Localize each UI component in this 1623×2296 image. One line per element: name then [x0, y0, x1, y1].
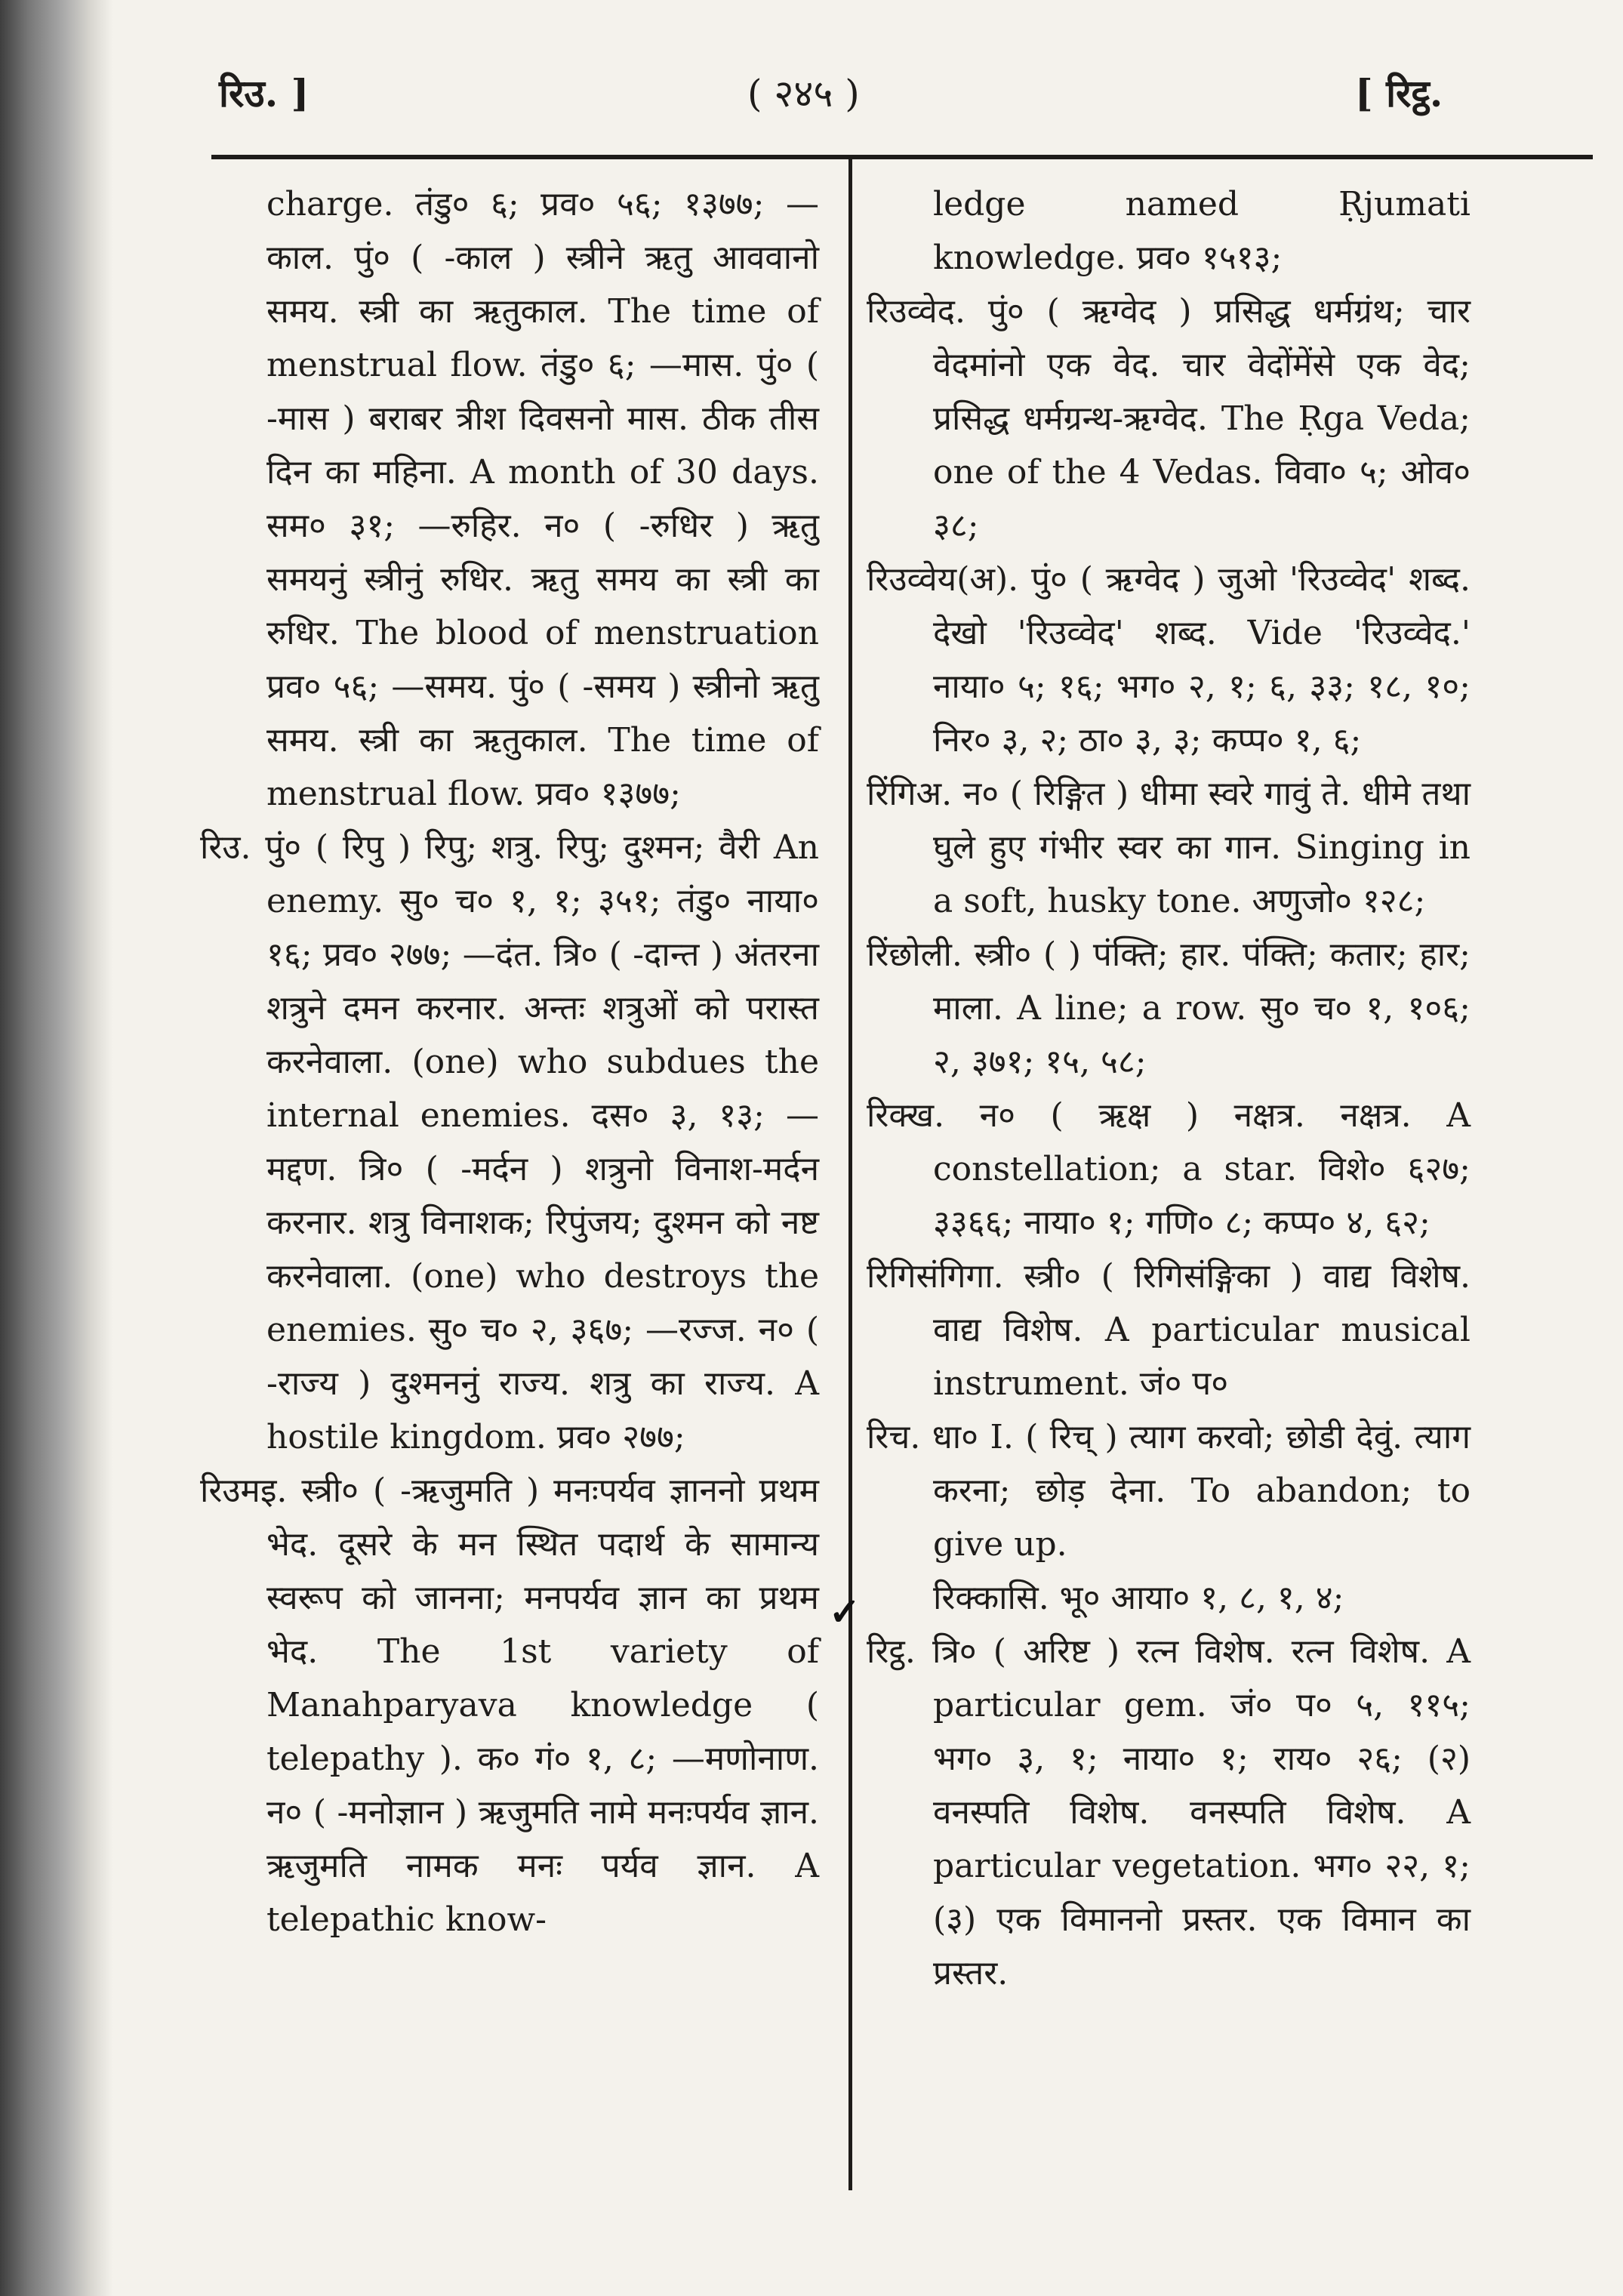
column-divider: [848, 159, 852, 2190]
left-column: [200, 177, 819, 1946]
header-right: [ रिट्ठ.: [1355, 71, 1443, 116]
entry-rikkasi: रिक्कासि. भू० आया० १, ८, १, ४;: [933, 1579, 1344, 1617]
entry-rittha: रिट्ठ. त्रि० ( अरिष्ट ) रत्न विशेष. रत्न विशेष. A particular gem. जं० प० ५, ११५; भग० ३, १; नाया० १; राय० २६; (२) वनस्पति विशेष. वनस्पति विशेष. A particular vegetation. भग० २२, १; (३) एक विमाननो प्रस्तर. एक विमान का प्रस्तर.: [867, 1632, 1471, 1992]
entry-riuvved: रिउव्वेद. पुं० ( ऋग्वेद ) प्रसिद्ध धर्मग्रंथ; चार वेदमांनो एक वेद. चार वेदोंमेंसे एक वेद; प्रसिद्ध धर्मग्रन्थ-ऋग्वेद. The Ṛga Veda; one of the 4 Vedas. विवा० ५; ओव० ३८;: [867, 292, 1471, 545]
header-rule: [211, 155, 1593, 159]
entry-continuation-right: ledge named Ṛjumati knowledge. प्रव० १५१३;: [933, 185, 1471, 277]
entry-rincholi: रिंछोली. स्त्री० ( ) पंक्ति; हार. पंक्ति; कतार; हार; माला. A line; a row. सु० च० १, १०६; २, ३७१; १५, ५८;: [867, 935, 1471, 1081]
entry-rica: रिच. धा० I. ( रिच् ) त्याग करवो; छोडी देवुं. त्याग करना; छोड़ देना. To abandon; to give up.: [867, 1418, 1471, 1564]
right-column: [867, 177, 1471, 2000]
book-binding-shadow: [0, 0, 113, 2296]
margin-check-mark: ✓: [829, 1589, 861, 1634]
entry-riuvveya: रिउव्वेय(अ). पुं० ( ऋग्वेद ) जुओ 'रिउव्वेद' शब्द. देखो 'रिउव्वेद' शब्द. Vide 'रिउव्वेद.' नाया० ५; १६; भग० २, १; ६, ३३; १८, १०; निर० ३, २; ठा० ३, ३; कप्प० १, ६;: [867, 560, 1471, 760]
entry-rigisangiga: रिगिसंगिगा. स्त्री० ( रिगिसंङ्गिका ) वाद्य विशेष. वाद्य विशेष. A particular musical instrument. जं० प०: [867, 1257, 1471, 1403]
header-left: रिउ. ]: [219, 71, 310, 116]
entry-ringia: रिंगिअ. न० ( रिङ्गित ) धीमा स्वरे गावुं ते. धीमे तथा घुले हुए गंभीर स्वर का गान. Singing in a soft, husky tone. अणुजो० १२८;: [867, 775, 1471, 920]
entry-continuation: charge. तंडु० ६; प्रव० ५६; १३७७; —काल. पुं० ( -काल ) स्त्रीने ऋतु आववानो समय. स्त्री का ऋतुकाल. The time of menstrual flow. तंडु० ६; —मास. पुं० ( -मास ) बराबर त्रीश दिवसनो मास. ठीक तीस दिन का महिना. A month of 30 days. सम० ३१; —रुहिर. न० ( -रुधिर ) ऋतु समयनुं स्त्रीनुं रुधिर. ऋतु समय का स्त्री का रुधिर. The blood of menstruation प्रव० ५६; —समय. पुं० ( -समय ) स्त्रीनो ऋतु समय. स्त्री का ऋतुकाल. The time of menstrual flow. प्रव० १३७७;: [266, 185, 819, 813]
entry-riu: रिउ. पुं० ( रिपु ) रिपु; शत्रु. रिपु; दुश्मन; वैरी An enemy. सु० च० १, १; ३५१; तंडु० नाया० १६; प्रव० २७७; —दंत. त्रि० ( -दान्त ) अंतरना शत्रुने दमन करनार. अन्तः शत्रुओं को परास्त करनेवाला. (one) who subdues the internal enemies. दस० ३, १३; —मद्दण. त्रि० ( -मर्दन ) शत्रुनो विनाश-मर्दन करनार. शत्रु विनाशक; रिपुंजय; दुश्मन को नष्ट करनेवाला. (one) who destroys the enemies. सु० च० २, ३६७; —रज्ज. न० ( -राज्य ) दुश्मननुं राज्य. शत्रु का राज्य. A hostile kingdom. प्रव० २७७;: [200, 828, 819, 1456]
entry-rikkha: रिक्ख. न० ( ऋक्ष ) नक्षत्र. नक्षत्र. A constellation; a star. विशे० ६२७; ३३६६; नाया० १; गणि० ८; कप्प० ४, ६२;: [867, 1096, 1471, 1242]
page-number: ( २४५ ): [747, 72, 860, 116]
entry-riumai: रिउमइ. स्त्री० ( -ऋजुमति ) मनःपर्यव ज्ञाननो प्रथम भेद. दूसरे के मन स्थित पदार्थ के सामान्य स्वरूप को जानना; मनपर्यव ज्ञान का प्रथम भेद. The 1st variety of Manahparyava knowledge ( telepathy ). क० गं० १, ८; —मणोनाण. न० ( -मनोज्ञान ) ऋजुमति नामे मनःपर्यव ज्ञान. ऋजुमति नामक मनः पर्यव ज्ञान. A telepathic know-: [200, 1472, 819, 1939]
